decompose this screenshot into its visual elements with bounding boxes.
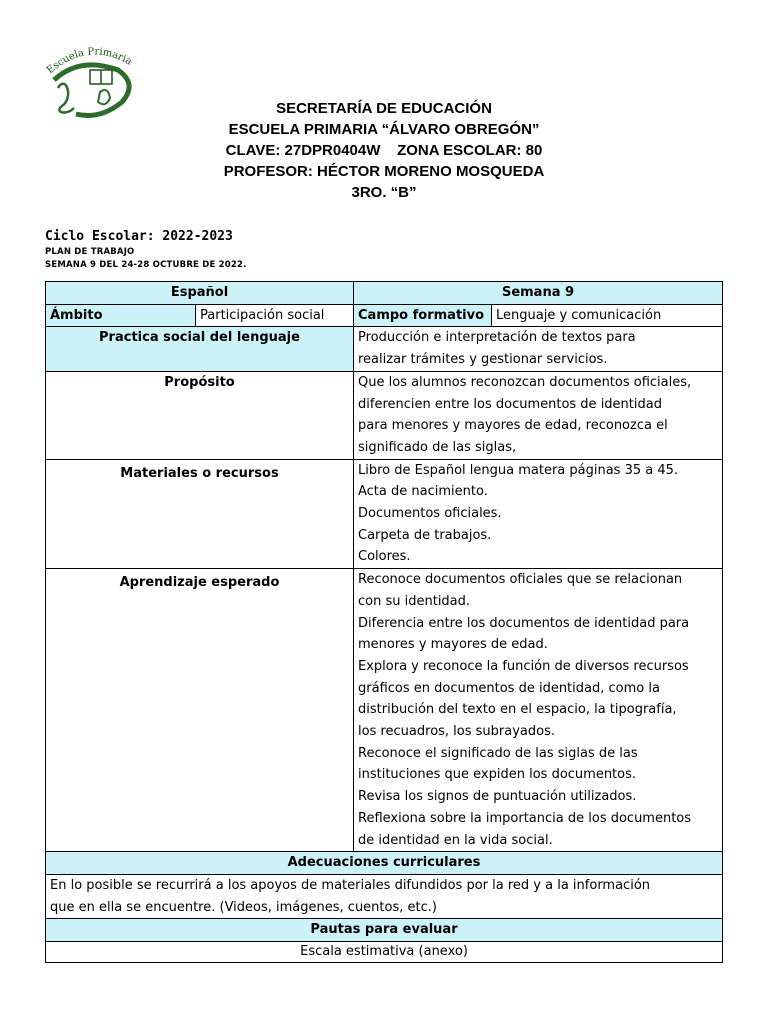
- aprendizaje-line: Revisa los signos de puntuación utilizados.: [358, 789, 637, 805]
- campo-formativo-value: Lenguaje y comunicación: [492, 304, 723, 327]
- practica-line: realizar trámites y gestionar servicios.: [358, 352, 608, 368]
- proposito-line: para menores y mayores de edad, reconozca el: [358, 418, 668, 434]
- ambito-label: Ámbito: [46, 304, 196, 327]
- document-header: [0, 98, 768, 203]
- table-row: [46, 942, 723, 963]
- proposito-line: significado de las siglas,: [358, 439, 517, 455]
- proposito-label: Propósito: [46, 371, 354, 459]
- proposito-line: Que los alumnos reconozcan documentos oficiales,: [358, 374, 692, 390]
- aprendizaje-line: los recuadros, los subrayados.: [358, 724, 555, 740]
- header-line-profesor: PROFESOR: HÉCTOR MORENO MOSQUEDA: [223, 163, 545, 180]
- campo-formativo-label: Campo formativo: [354, 304, 492, 327]
- table-row: [46, 874, 723, 918]
- plan-de-trabajo: PLAN DE TRABAJO: [45, 247, 135, 257]
- materiales-line: Carpeta de trabajos.: [358, 527, 492, 543]
- ambito-value: Participación social: [196, 304, 354, 327]
- header-semana: Semana 9: [354, 282, 723, 305]
- table-row: [46, 459, 723, 569]
- adecuaciones-line: En lo posible se recurrirá a los apoyos de materiales difundidos por la red y a la información: [50, 877, 651, 893]
- pautas-value: Escala estimativa (anexo): [46, 942, 723, 963]
- adecuaciones-line: que en ella se encuentre. (Videos, imágenes, cuentos, etc.): [50, 899, 437, 915]
- aprendizaje-line: con su identidad.: [358, 593, 471, 609]
- aprendizaje-line: de identidad en la vida social.: [358, 832, 553, 848]
- materiales-value: [354, 459, 723, 569]
- practica-line: Producción e interpretación de textos para: [358, 330, 636, 346]
- materiales-line: Libro de Español lengua matera páginas 35 a 45.: [358, 462, 679, 478]
- table-row: [46, 569, 723, 852]
- plan-table: [45, 281, 723, 963]
- table-row: [46, 852, 723, 875]
- header-line-escuela: ESCUELA PRIMARIA “ÁLVARO OBREGÓN”: [228, 121, 540, 138]
- materiales-line: Colores.: [358, 549, 411, 565]
- materiales-line: Acta de nacimiento.: [358, 484, 488, 500]
- aprendizaje-line: Reconoce documentos oficiales que se relacionan: [358, 572, 683, 588]
- table-row: [46, 282, 723, 305]
- aprendizaje-line: Reflexiona sobre la importancia de los documentos: [358, 810, 692, 826]
- adecuaciones-value: [46, 874, 723, 918]
- practica-value: [354, 327, 723, 371]
- header-line-secretaria: SECRETARÍA DE EDUCACIÓN: [276, 100, 492, 117]
- materiales-line: Documentos oficiales.: [358, 506, 502, 522]
- aprendizaje-line: instituciones que expiden los documentos.: [358, 767, 637, 783]
- ciclo-escolar: Ciclo Escolar: 2022-2023: [45, 229, 233, 244]
- aprendizaje-value: [354, 569, 723, 852]
- materiales-label: Materiales o recursos: [46, 459, 354, 569]
- header-line-grupo: 3RO. “B”: [351, 184, 417, 201]
- table-row: [46, 371, 723, 459]
- table-row: [46, 919, 723, 942]
- header-line-clave: CLAVE: 27DPR0404W ZONA ESCOLAR: 80: [225, 142, 543, 159]
- aprendizaje-line: gráficos en documentos de identidad, como la: [358, 680, 660, 696]
- proposito-value: [354, 371, 723, 459]
- plan-meta: [45, 228, 247, 272]
- aprendizaje-line: distribución del texto en el espacio, la tipografía,: [358, 702, 677, 718]
- aprendizaje-label: Aprendizaje esperado: [46, 569, 354, 852]
- table-row: [46, 327, 723, 371]
- aprendizaje-line: Reconoce el significado de las siglas de las: [358, 745, 638, 761]
- aprendizaje-line: menores y mayores de edad.: [358, 637, 548, 653]
- pautas-label: Pautas para evaluar: [46, 919, 723, 942]
- proposito-line: diferencien entre los documentos de identidad: [358, 396, 662, 412]
- table-row: [46, 304, 723, 327]
- practica-label: Practica social del lenguaje: [46, 327, 354, 371]
- aprendizaje-line: Explora y reconoce la función de diversos recursos: [358, 658, 689, 674]
- logo-text: Escuela Primaria: [44, 46, 134, 77]
- aprendizaje-line: Diferencia entre los documentos de identidad para: [358, 615, 690, 631]
- adecuaciones-label: Adecuaciones curriculares: [46, 852, 723, 875]
- header-espanol: Español: [46, 282, 354, 305]
- semana-fechas: SEMANA 9 DEL 24-28 OCTUBRE DE 2022.: [45, 260, 247, 270]
